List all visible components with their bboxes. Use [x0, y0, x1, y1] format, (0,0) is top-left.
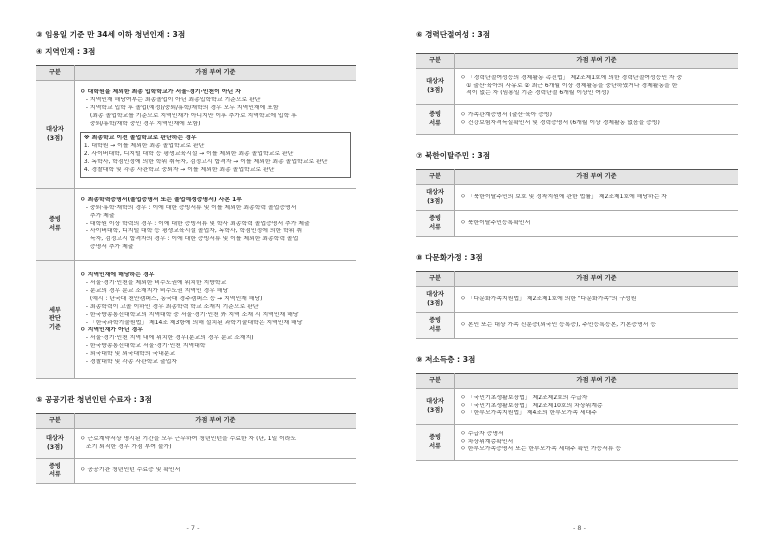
row-label — [36, 261, 74, 379]
section-career-break-title: ⑥ 경력단절여성 : 3점 — [416, 30, 491, 39]
content-line: - 서울·경기·인천을 제외한 비수도권에 위치한 지방학교 — [85, 279, 227, 286]
content-line: ㅇ 한부모가족증명서 또는 한부모가족 세대주 확인 가능서류 등 — [460, 446, 622, 453]
content-line: ㅇ 「북한이탈주민의 보호 및 정착지원에 관한 법률」 제2조제1호에 해당하는 자 — [460, 193, 667, 200]
content-line: ① 출산·육아의 사유로 ② 최근 6개월 이상 경제활동을 중단하였거나 경제활동을 한 — [466, 82, 678, 89]
table-row-target — [416, 69, 738, 105]
row-label-line: 증빙 — [429, 317, 442, 325]
row-label-line: (3점) — [46, 443, 63, 451]
content-line: - 서울·경기·인천 지역 내에 위치한 경우(분교의 경우 분교 소재지) — [85, 335, 254, 342]
row-content — [455, 313, 738, 339]
table-row-target — [416, 287, 738, 313]
row-label-line: 대상자 — [45, 435, 64, 443]
content-line: ㅇ 건강보험자격득실확인서 및 경력증명서 (6개월 이상 경제활동 없음을 증빙) — [460, 119, 660, 126]
row-label-line: 대상자 — [45, 126, 64, 134]
row-content — [74, 429, 356, 459]
table-row-evidence — [416, 105, 738, 135]
table-header-criteria: 가점 부여 기준 — [74, 414, 356, 429]
row-label — [36, 189, 74, 261]
content-line: 득자, 검정고시 합격자의 경우 : 이에 대한 증빙서류 및 이를 제외한 최종학력 졸업 — [89, 236, 299, 243]
section-local-talent-title: ④ 지역인재 : 3점 — [36, 47, 96, 56]
content-line: - 지역인재 해당여부는 최종졸업이 아닌 최종입학학교 기준으로 판단 — [85, 97, 261, 104]
page-right — [386, 0, 773, 547]
row-label — [416, 287, 455, 313]
content-line: ㅇ 대학원을 제외한 최종 입학학교가 서울·경기·인천이 아닌 자 — [79, 89, 241, 96]
row-label-line: 서류 — [429, 325, 442, 333]
row-label-line: 서류 — [429, 442, 442, 450]
page-number: - 8 - — [573, 524, 586, 533]
content-line: 중퇴/휴학/재학 중인 경우 지역인재에 포함) — [89, 121, 201, 128]
page-left — [0, 0, 386, 547]
content-line: - 최종학력이 고졸 이하인 경우 최종학력 학교 소재지 기준으로 판단 — [85, 303, 259, 310]
row-label-line: 증빙 — [429, 215, 442, 223]
content-line: - 사이버대학, 디지털 대학 등 평생교육시설 졸업자, 독학사, 학점인정에 의한 학위 취 — [85, 228, 303, 235]
table-row-evidence — [36, 189, 356, 261]
table-row-detail-criteria — [36, 261, 356, 379]
table-row-target — [36, 81, 356, 189]
table-row-evidence — [416, 425, 738, 461]
content-line: ㅇ 본인 또는 대상 가족 신분증(외국인 등록증), 주민등록등본, 기본증명서 등 — [460, 321, 657, 328]
content-line: (최종 졸업학교를 기준으로 지역인재가 아니지만 이후 추가로 지역학교에 입학 후 — [89, 113, 297, 120]
content-line: ㅇ 가족관계증명서 (출산·육아 증빙) — [460, 111, 552, 118]
content-line: 증명서 추가 제출 — [89, 244, 134, 251]
content-line: ㅇ 북한이탈주민등록확인서 — [460, 219, 531, 226]
row-content — [74, 261, 356, 379]
row-label-line: 대상자 — [426, 398, 445, 406]
row-label — [416, 389, 455, 425]
row-label-line: 증빙 — [48, 462, 61, 470]
table-header-category: 구분 — [36, 414, 74, 429]
note-line: 3. 독학사, 학점인정에 의한 학위 취득자, 검정고시 합격자 → 이를 제외한 최종 졸업학교로 판단 — [83, 158, 328, 165]
row-label-line: (3점) — [427, 299, 444, 307]
row-label-line: 서류 — [48, 471, 61, 478]
note-line: 4. 경찰대학 및 각종 사관학교 중퇴자 → 이를 제외한 최종 졸업학교로 판단 — [83, 166, 275, 173]
row-label-line: (3점) — [427, 197, 444, 205]
row-label-line: 대상자 — [426, 189, 445, 197]
content-line: 조기 퇴직한 경우 가점 부여 불가) — [85, 443, 172, 450]
row-content — [455, 425, 738, 461]
table-row-target — [416, 185, 738, 211]
row-label — [416, 105, 455, 135]
content-line: - 대학원 이상 학력의 경우 : 이에 대한 증빙서류 및 학사 최종학력 졸업증명서 추가 제출 — [85, 220, 310, 227]
content-line: ㅇ 「국민기초생활보장법」 제2조제2호의 수급자 — [460, 394, 588, 401]
row-content — [455, 105, 738, 135]
row-label — [416, 69, 455, 105]
content-line: ㅇ 최종학력증명서(졸업증명서 또는 졸업예정증명서) 사본 1부 — [79, 196, 242, 203]
row-label-line: 대상자 — [426, 291, 445, 299]
low-income-table — [416, 373, 738, 461]
content-line: - 「한국과학기술원법」 제14조 제3항에 의해 설치된 과학기술대학은 지역인재 해당 — [85, 319, 303, 326]
table-row-target — [416, 389, 738, 425]
note-line: 1. 대학원 → 이를 제외한 최종 졸업학교로 판단 — [83, 142, 205, 149]
content-line: ㅇ 차상위계층확인서 — [460, 438, 514, 445]
page-right-content — [416, 26, 738, 461]
row-content — [74, 189, 356, 261]
content-line: ㅇ 지역인재에 해당하는 경우 — [79, 271, 155, 278]
row-label-line: 세부 — [48, 306, 61, 314]
section-multicultural-title: ⑧ 다문화가정 : 3점 — [416, 253, 483, 262]
row-content — [455, 185, 738, 211]
table-header-criteria: 가점 부여 기준 — [455, 170, 738, 185]
row-content — [455, 389, 738, 425]
career-break-table — [416, 53, 738, 135]
content-line: (예시 : 단국대 천안캠퍼스, 동국대 경주캠퍼스 등 → 지역인재 해당) — [89, 295, 263, 302]
content-line: 추가 제출 — [89, 212, 115, 219]
table-row-target — [36, 429, 356, 459]
content-line: - 중퇴·휴학·재학의 경우 : 이에 대한 증빙서류 및 이를 제외한 최종학력 졸업증명서 — [85, 204, 297, 211]
row-label — [416, 211, 455, 237]
table-row-evidence — [416, 211, 738, 237]
row-label-line: (3점) — [46, 134, 63, 142]
content-line: ㅇ 「경력단절여성등의 경제활동 촉진법」 제2조제1호에 의한 경력단절여성등인 자 중 — [460, 74, 683, 81]
content-line: ㅇ 공공기관 청년인턴 수료증 및 확인서 — [79, 467, 181, 474]
row-label-line: 증빙 — [429, 111, 442, 119]
row-content — [74, 459, 356, 484]
table-header-category: 구분 — [416, 374, 455, 389]
content-line: - 한국방송통신대학교 서울·경기·인천 지역대학 — [85, 343, 206, 350]
row-label-line: 서류 — [48, 224, 61, 232]
row-label-line: 대상자 — [426, 78, 445, 86]
content-line: ㅇ 지역인재가 아닌 경우 — [79, 327, 143, 334]
row-label-line: 판단 — [48, 315, 61, 323]
row-label — [416, 313, 455, 339]
content-line: ㅇ 「국민기초생활보장법」 제2조제10호의 차상위계층 — [460, 402, 603, 409]
row-content — [455, 287, 738, 313]
table-header-criteria: 가점 부여 기준 — [74, 66, 356, 81]
content-line: - 한국방송통신대학교의 지역대학 중 서울·경기·인천 外 지역 소재 시 지역인재 해당 — [85, 311, 299, 318]
note-line: ※ 최종학교 이전 졸업학교로 판단하는 경우 — [83, 135, 197, 141]
content-line: ㅇ 「한부모가족지원법」 제4조의 한부모가족 세대주 — [460, 410, 597, 417]
content-line: ㅇ 근로계약서상 명시된 기간을 모두 근무하여 청년인턴을 수료한 자 (단, 1일 이라도 — [79, 435, 297, 442]
multicultural-table — [416, 271, 738, 339]
row-content — [455, 211, 738, 237]
section-intern-title: ⑤ 공공기관 청년인턴 수료자 : 3점 — [36, 395, 152, 404]
intern-table — [36, 413, 356, 484]
row-label-line: 기준 — [48, 323, 61, 331]
content-line: - 외국대학 및 외국대학의 국내분교 — [85, 351, 176, 358]
row-label-line: 서류 — [429, 119, 442, 127]
note-box — [80, 132, 351, 178]
row-content — [455, 69, 738, 105]
content-line: ㅇ 수급자 증명서 — [460, 430, 504, 437]
table-row-evidence — [36, 459, 356, 484]
table-header-category: 구분 — [36, 66, 74, 81]
table-header-category: 구분 — [416, 54, 455, 69]
content-line: ㅇ 「다문화가족지원법」 제2조제1호에 의한 "다문화가족"의 구성원 — [460, 295, 637, 302]
content-line: - 분교의 경우 분교 소재지가 비수도권 지역인 경우 해당 — [85, 287, 229, 294]
row-label-line: 증빙 — [429, 434, 442, 442]
table-header-criteria: 가점 부여 기준 — [455, 54, 738, 69]
table-header-category: 구분 — [416, 170, 455, 185]
content-line: - 경찰대학 및 각종 사관학교 출업자 — [85, 359, 178, 366]
row-label-line: 서류 — [429, 223, 442, 231]
section-low-income-title: ⑨ 저소득층 : 3점 — [416, 355, 476, 364]
row-label — [36, 429, 74, 459]
page-number: - 7 - — [186, 524, 200, 533]
section-youth-title: ③ 임용일 기준 만 34세 이하 청년인재 : 3점 — [36, 30, 186, 39]
row-label — [416, 185, 455, 211]
content-line: 적이 없는 자 (임용일 기준 경력단절 6개월 이상인 여성) — [466, 90, 609, 97]
row-label-line: (3점) — [427, 86, 444, 94]
table-row-evidence — [416, 313, 738, 339]
table-header-criteria: 가점 부여 기준 — [455, 272, 738, 287]
row-label-line: 증빙 — [48, 216, 61, 224]
row-label — [416, 425, 455, 461]
row-label — [36, 81, 74, 189]
row-label-line: (3점) — [427, 406, 444, 414]
table-header-criteria: 가점 부여 기준 — [455, 374, 738, 389]
section-defector-title: ⑦ 북한이탈주민 : 3점 — [416, 151, 491, 160]
defector-table — [416, 169, 738, 237]
table-header-category: 구분 — [416, 272, 455, 287]
content-line: - 지역학교 입학 후 졸업(예정)/중퇴/휴학/재학의 경우 모두 지역인재에 포함 — [85, 105, 279, 112]
note-line: 2. 사이버대학, 디지털 대학 등 평생교육시설 → 이를 제외한 최종 졸업학교로 판단 — [83, 150, 294, 157]
local-talent-table — [36, 65, 356, 379]
row-label — [36, 459, 74, 484]
page-left-content — [36, 26, 356, 484]
row-content — [74, 81, 356, 189]
